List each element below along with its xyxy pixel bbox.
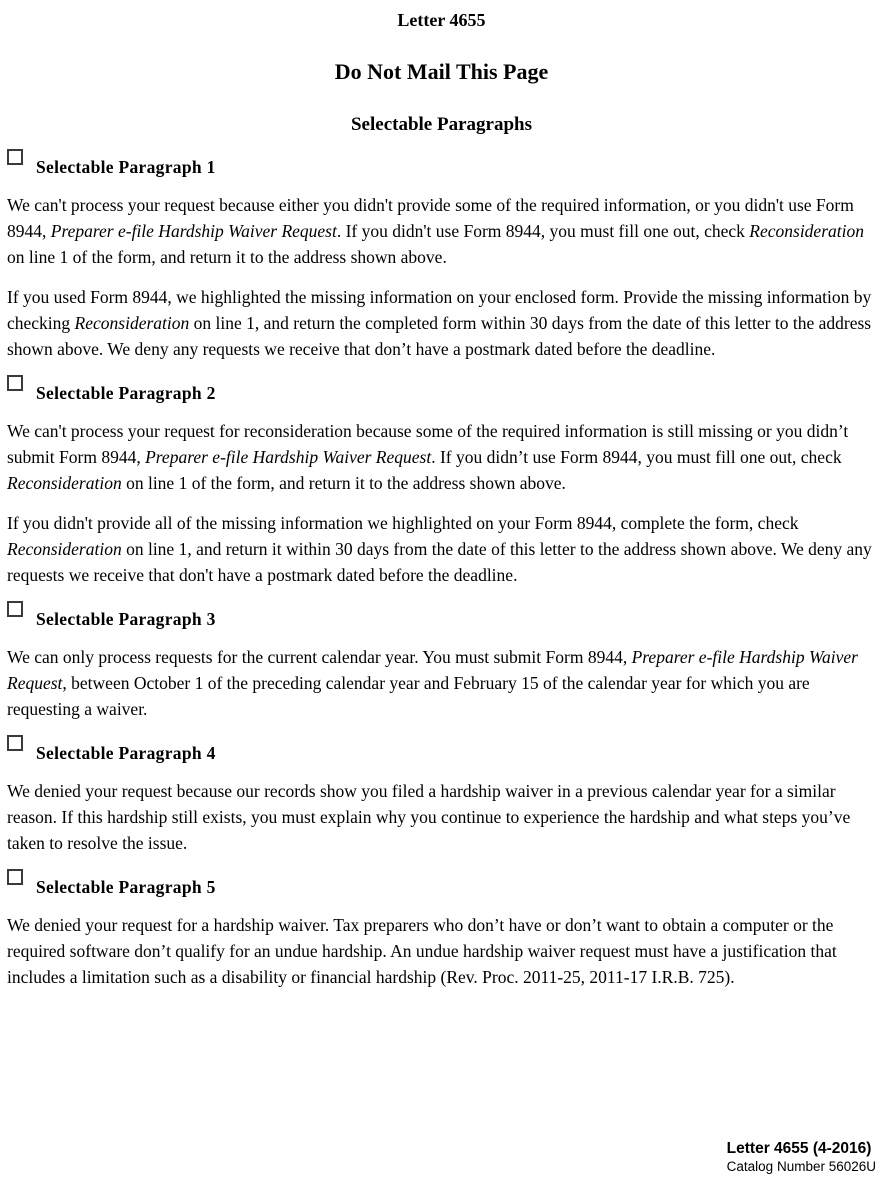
paragraph-body-text: We can't process your request for reconsideration because some of the required information is still missing or you didn’t submit Form 8944, Preparer e-file Hardship Waiver Request. If you didn’t use Form 8944, you must fill one out, check Reconsideration on line 1 of the form, and return it to the address shown above. [7,421,849,493]
paragraph-heading [7,869,876,898]
paragraph-heading [7,375,876,404]
footer-letter-number: Letter 4655 (4-2016) [726,1140,872,1157]
paragraph-label: Selectable Paragraph 4 [36,743,216,763]
paragraph-label: Selectable Paragraph 3 [36,609,216,629]
selectable-paragraphs-list [7,149,876,990]
paragraph-checkbox[interactable] [7,375,23,391]
paragraph-body-text: We can only process requests for the current calendar year. You must submit Form 8944, Preparer e-file Hardship Waiver Request, between October 1 of the preceding calendar year and February 15 of the calendar year for which you are requesting a waiver. [7,647,858,719]
paragraph-label: Selectable Paragraph 5 [36,877,216,897]
paragraph-checkbox[interactable] [7,735,23,751]
paragraph-body-text: If you used Form 8944, we highlighted the missing information on your enclosed form. Provide the missing information by checking Reconsideration on line 1, and return the completed form within 30 days from the date of this letter to the address shown above. We deny any requests we receive that don’t have a postmark dated before the deadline. [7,287,872,359]
letter-title: Letter 4655 [397,10,486,30]
paragraph-body-text: We denied your request because our records show you filed a hardship waiver in a previous calendar year for a similar reason. If this hardship still exists, you must explain why you continue to experience the hardship and what steps you’ve taken to resolve the issue. [7,781,851,853]
paragraph-body-text: If you didn't provide all of the missing information we highlighted on your Form 8944, complete the form, check Reconsideration on line 1, and return it within 30 days from the date of this letter to the address shown above. We deny any requests we receive that don't have a postmark dated before the deadline. [7,513,872,585]
paragraph-label: Selectable Paragraph 2 [36,383,216,403]
paragraph-checkbox[interactable] [7,149,23,165]
page-footer [727,1140,876,1174]
paragraph-heading [7,735,876,764]
page-header [7,10,876,136]
paragraph-heading [7,149,876,178]
selectable-paragraph-2 [7,375,876,588]
do-not-mail-warning: Do Not Mail This Page [334,59,549,84]
paragraph-checkbox[interactable] [7,869,23,885]
paragraph-label: Selectable Paragraph 1 [36,157,216,177]
paragraph-heading [7,601,876,630]
selectable-paragraph-1 [7,149,876,362]
selectable-paragraph-4 [7,735,876,856]
footer-catalog-number: Catalog Number 56026U [726,1159,876,1174]
paragraph-checkbox[interactable] [7,601,23,617]
paragraph-body-text: We can't process your request because either you didn't provide some of the required information, or you didn't use Form 8944, Preparer e-file Hardship Waiver Request. If you didn't use Form 8944, you must fill one out, check Reconsideration on line 1 of the form, and return it to the address shown above. [7,195,864,267]
section-title: Selectable Paragraphs [350,114,532,135]
selectable-paragraph-3 [7,601,876,722]
selectable-paragraph-5 [7,869,876,990]
paragraph-body-text: We denied your request for a hardship waiver. Tax preparers who don’t have or don’t want to obtain a computer or the required software don’t qualify for an undue hardship. An undue hardship waiver request must have a justification that includes a limitation such as a disability or financial hardship (Rev. Proc. 2011-25, 2011-17 I.R.B. 725). [7,915,837,987]
